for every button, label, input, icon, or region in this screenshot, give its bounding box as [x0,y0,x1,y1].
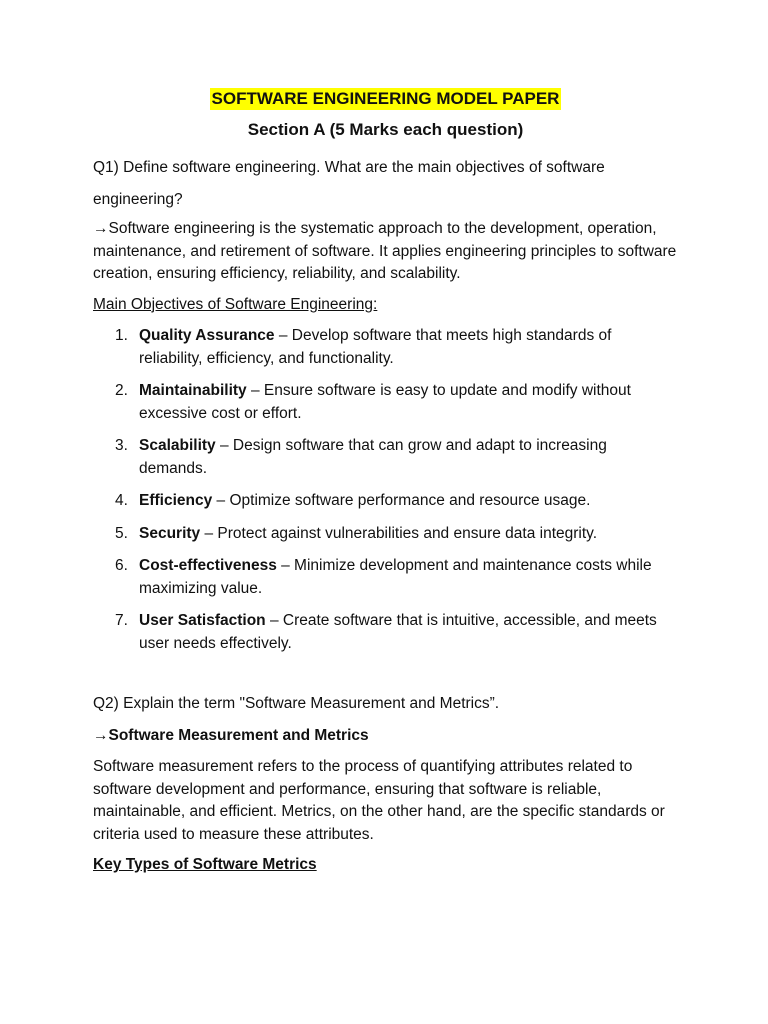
objective-term: Scalability [139,437,216,454]
section-row [93,118,678,143]
list-item [93,325,678,370]
objective-description: – Protect against vulnerabilities and ensure data integrity. [200,524,598,542]
list-item [93,523,678,546]
q1-question: Q1) Define software engineering. What are the main objectives of software engineering? [93,159,605,208]
objective-term: Quality Assurance [139,327,275,344]
list-number: 5. [115,524,128,542]
list-number: 4. [115,492,128,509]
list-item [93,380,678,425]
objectives-list [93,325,678,655]
q2-question: Q2) Explain the term "Software Measurement and Metrics”. [93,695,500,712]
objective-term: Cost-effectiveness [139,557,277,574]
q2-answer-heading-text: Software Measurement and Metrics [108,726,369,744]
list-item [93,610,678,655]
q2-answer: Software measurement refers to the process of quantifying attributes related to software development and performance, ensuring that software is reliable, maintainable, and efficient. Metrics, on the other hand, are the specific standards or criteria used to measure these attributes. [93,758,665,843]
q2-answer-heading [93,725,678,748]
objective-description: – Develop software that meets high standards of reliability, efficiency, and functionality. [139,327,612,367]
objective-description: – Design software that can grow and adapt to increasing demands. [139,437,607,477]
title-row [93,88,678,112]
objective-description: – Minimize development and maintenance costs while maximizing value. [139,557,652,597]
list-item [93,435,678,480]
paper-title: SOFTWARE ENGINEERING MODEL PAPER [211,89,560,108]
key-types-heading: Key Types of Software Metrics [93,856,317,873]
document-content [93,88,678,877]
list-number: 7. [115,612,128,629]
list-number: 3. [115,437,128,454]
q1-answer: →Software engineering is the systematic approach to the development, operation, maintenance, and retirement of software. It applies engineering principles to software creation, ensuring efficiency, reliability, and scalability. [93,220,677,282]
list-number: 6. [115,557,128,574]
section-heading: Section A (5 Marks each question) [247,119,524,139]
objective-description: – Create software that is intuitive, accessible, and meets user needs effectively. [139,612,657,652]
objective-description: – Optimize software performance and resource usage. [212,492,591,509]
objective-description: – Ensure software is easy to update and modify without excessive cost or effort. [139,382,631,422]
list-item [93,555,678,600]
objective-term: Efficiency [139,492,213,509]
objective-term: Security [139,524,201,542]
arrow-icon: → [93,726,109,744]
list-number: 1. [115,327,128,344]
list-number: 2. [115,382,128,399]
objective-term: User Satisfaction [139,612,266,629]
objective-term: Maintainability [139,382,247,399]
objectives-heading: Main Objectives of Software Engineering: [93,295,378,313]
list-item [93,490,678,513]
